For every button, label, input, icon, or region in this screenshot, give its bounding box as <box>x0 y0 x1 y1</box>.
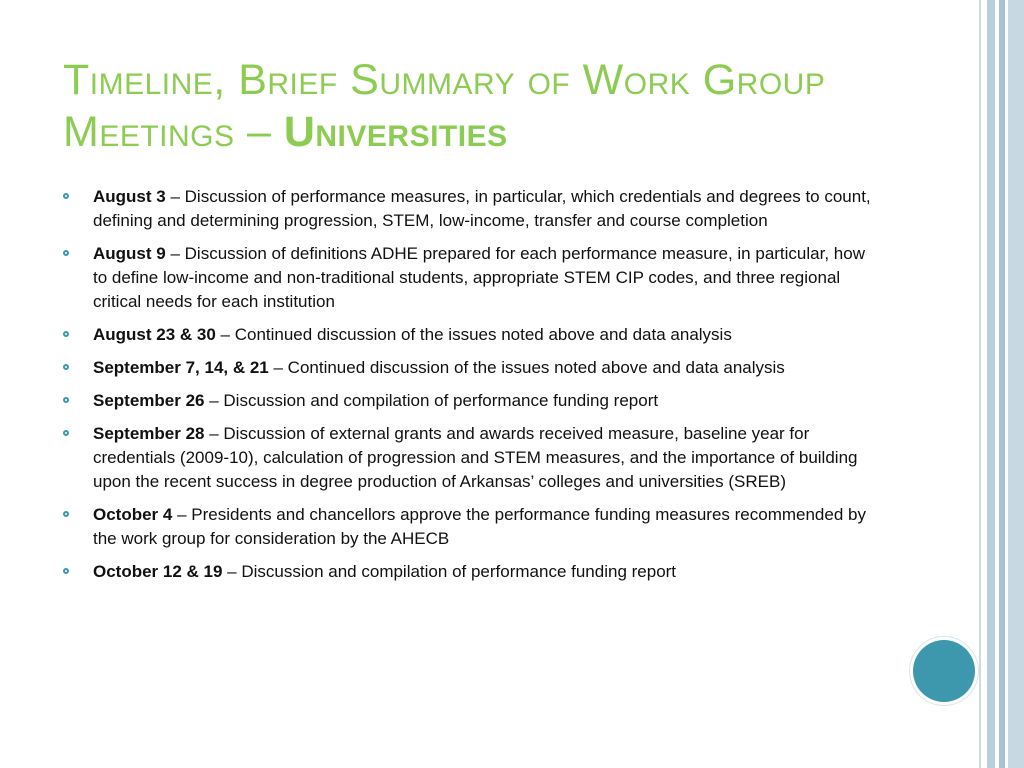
list-item <box>63 242 883 314</box>
timeline-list <box>63 185 883 593</box>
side-bar <box>1008 0 1024 768</box>
decorative-side-bars <box>976 0 1024 768</box>
list-item <box>63 422 883 494</box>
list-item <box>63 389 883 413</box>
item-text: – Discussion and compilation of performance funding report <box>222 562 677 581</box>
item-date: September 28 <box>93 424 205 443</box>
decorative-circle <box>913 640 975 702</box>
bullet-icon <box>63 331 69 337</box>
slide-title <box>63 54 943 158</box>
item-text: – Continued discussion of the issues noted above and data analysis <box>268 358 785 377</box>
bullet-icon <box>63 193 69 199</box>
item-date: October 12 & 19 <box>93 562 223 581</box>
item-date: September 26 <box>93 391 205 410</box>
list-item <box>63 185 883 233</box>
item-text: – Presidents and chancellors approve the performance funding measures recommended by the work group for consideration by the AHECB <box>93 505 866 548</box>
item-text: – Continued discussion of the issues noted above and data analysis <box>215 325 732 344</box>
side-bar <box>987 0 995 768</box>
item-text: – Discussion of external grants and awards received measure, baseline year for credentials (2009-10), calculation of progression and STEM measures, and the importance of building upon the recent success in degree production of Arkansas’ colleges and universities (SREB) <box>93 424 858 491</box>
list-item <box>63 356 883 380</box>
item-date: August 3 <box>93 187 166 206</box>
side-bar <box>979 0 981 768</box>
title-part1: Timeline, Brief Summary of Work Group Meetings – <box>63 56 826 156</box>
item-date: October 4 <box>93 505 173 524</box>
bullet-icon <box>63 250 69 256</box>
bullet-icon <box>63 568 69 574</box>
bullet-icon <box>63 364 69 370</box>
item-date: August 9 <box>93 244 166 263</box>
bullet-icon <box>63 430 69 436</box>
list-item <box>63 503 883 551</box>
item-date: August 23 & 30 <box>93 325 216 344</box>
item-text: – Discussion of definitions ADHE prepared for each performance measure, in particular, how to define low-income and non-traditional students, appropriate STEM CIP codes, and three regional critical needs for each institution <box>93 244 865 311</box>
bullet-icon <box>63 511 69 517</box>
bullet-icon <box>63 397 69 403</box>
side-bar <box>999 0 1005 768</box>
title-part2: Universities <box>283 108 508 156</box>
item-date: September 7, 14, & 21 <box>93 358 269 377</box>
list-item <box>63 323 883 347</box>
item-text: – Discussion of performance measures, in particular, which credentials and degrees to count, defining and determining progression, STEM, low-income, transfer and course completion <box>93 187 871 230</box>
item-text: – Discussion and compilation of performance funding report <box>204 391 659 410</box>
list-item <box>63 560 883 584</box>
